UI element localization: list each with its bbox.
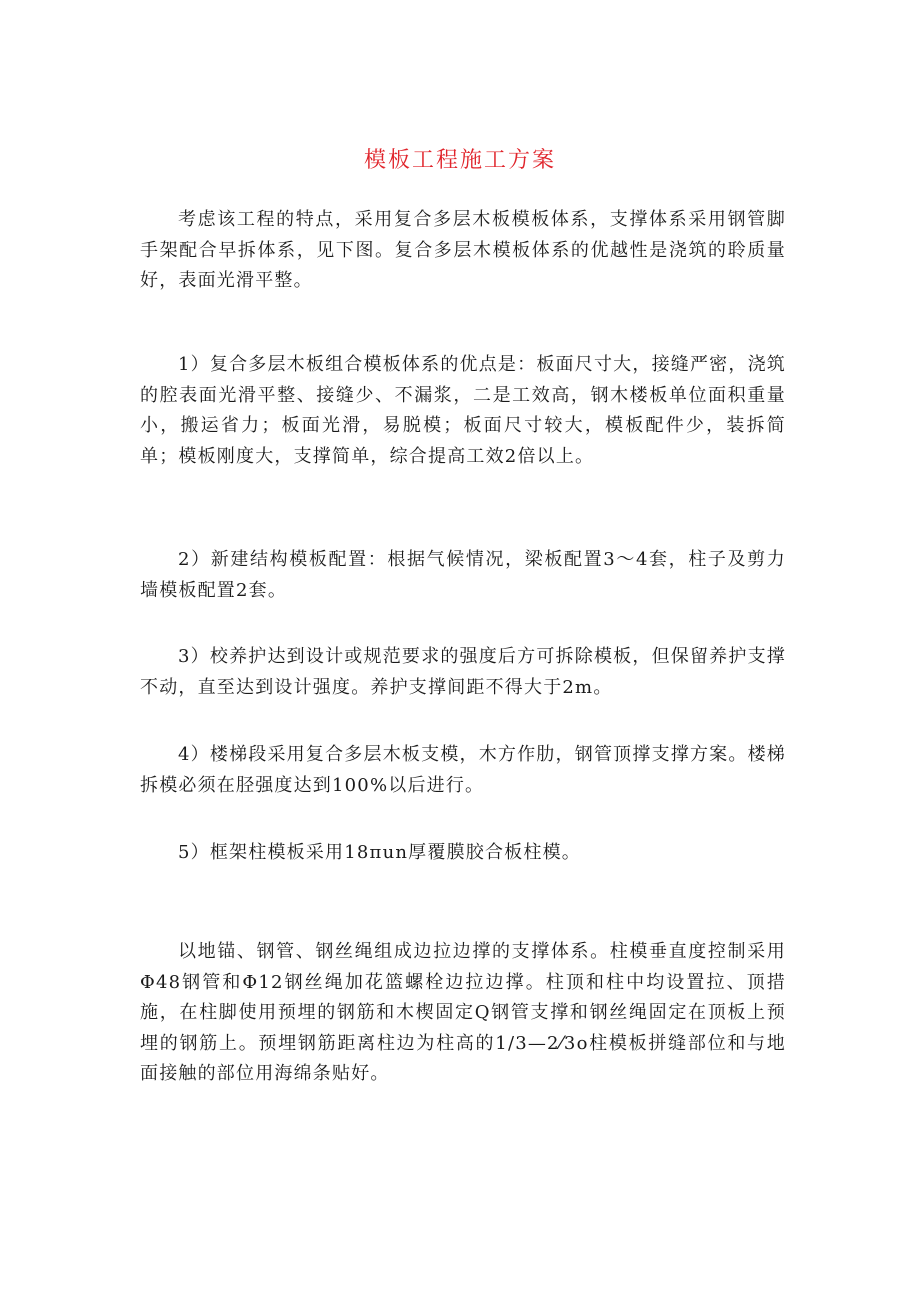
paragraph-support-system: 以地锚、钢管、钢丝绳组成边拉边撑的支撑体系。柱模垂直度控制采用Φ48钢管和Φ12钢丝绳加花篮螺栓边拉边撑。柱顶和柱中均设置拉、顶措施，在柱脚使用预埋的钢筋和木楔固定Q钢管支撑和钢丝绳固定在顶板上预埋的钢筋上。预埋钢筋距离柱边为柱高的1/3—2⁄3o柱模板拼缝部位和与地面接触的部位用海绵条贴好。 [140, 941, 786, 1084]
paragraph-item-1: 1）复合多层木板组合模板体系的优点是：板面尺寸大，接缝严密，浇筑的腔表面光滑平整、接缝少、不漏浆，二是工效高，钢木楼板单位面积重量小，搬运省力；板面光滑，易脱模；板面尺寸较大，模板配件少，装拆简单；模板刚度大，支撑简单，综合提高工效2倍以上。 [140, 354, 786, 467]
paragraph-intro: 考虑该工程的特点，采用复合多层木板模板体系，支撑体系采用钢管脚手架配合早拆体系，见下图。复合多层木模板体系的优越性是浇筑的聆质量好，表面光滑平整。 [140, 209, 786, 291]
paragraph-item-4: 4）楼梯段采用复合多层木板支模，木方作肋，钢管顶撑支撑方案。楼梯拆模必须在胫强度达到100%以后进行。 [140, 744, 786, 796]
paragraph-item-3: 3）校养护达到设计或规范要求的强度后方可拆除模板，但保留养护支撑不动，直至达到设计强度。养护支撑间距不得大于2m。 [140, 646, 786, 698]
paragraph-item-5: 5）框架柱模板采用18πun厚覆膜胶合板柱模。 [178, 842, 581, 863]
page-title: 模板工程施工方案 [363, 148, 556, 173]
paragraph-item-2: 2）新建结构模板配置：根据气候情况，梁板配置3～4套，柱子及剪力墙模板配置2套。 [140, 549, 786, 601]
